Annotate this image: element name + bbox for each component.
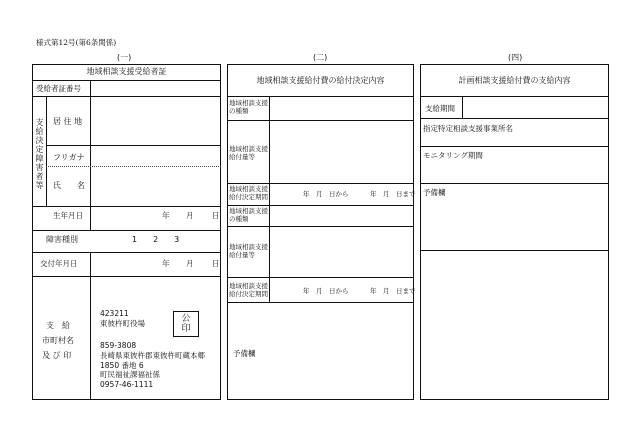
decision-period-from-2: 年 月 日から bbox=[303, 287, 349, 295]
form-number-label: 様式第12号(第6条関係) bbox=[36, 38, 117, 47]
plan-benefit-panel bbox=[420, 64, 609, 400]
decision-period-label-1: 地域相談支援給付決定期間 bbox=[229, 185, 268, 201]
issue-month: 月 bbox=[186, 259, 194, 268]
issue-year: 年 bbox=[162, 259, 170, 268]
issuer-label-3: 及 び 印 bbox=[42, 351, 72, 360]
decision-period-to-1: 年 月 日まで bbox=[370, 190, 416, 198]
cert-number-label: 受給者証番号 bbox=[36, 84, 81, 93]
issuer-department: 町民福祉課福祉係 bbox=[100, 370, 160, 379]
dob-label: 生年月日 bbox=[53, 211, 83, 220]
official-seal-stamp: 公印 bbox=[173, 311, 199, 337]
issuer-address-line1: 長崎県東彼杵郡東彼杵町蔵本郷 bbox=[100, 351, 205, 360]
support-type-label-2: 地域相談支援の種類 bbox=[229, 207, 268, 223]
disability-type-label: 障害種別 bbox=[46, 235, 78, 244]
certificate-title: 地域相談支援受給者証 bbox=[86, 67, 167, 76]
issuer-label-1: 支 給 bbox=[46, 321, 70, 330]
issuer-phone: 0957-46-1111 bbox=[100, 380, 154, 389]
support-type-label-1: 地域相談支援の種類 bbox=[229, 99, 268, 115]
provider-name-label: 指定特定相談支援事業所名 bbox=[423, 124, 513, 133]
monitoring-period-label: モニタリング期間 bbox=[423, 151, 483, 160]
column-heading-1: (一) bbox=[117, 53, 132, 62]
dob-year: 年 bbox=[162, 211, 170, 220]
remarks-label-col2: 予備欄 bbox=[233, 349, 256, 358]
disability-type-options: 1 2 3 bbox=[132, 235, 180, 244]
decision-period-to-2: 年 月 日まで bbox=[370, 287, 416, 295]
issuer-postal-code: 859-3808 bbox=[100, 341, 137, 350]
decision-period-label-2: 地域相談支援給付決定期間 bbox=[229, 282, 268, 298]
issuer-office: 東彼杵町役場 bbox=[100, 319, 145, 328]
plan-benefit-title: 計画相談支援給付費の支給内容 bbox=[458, 76, 571, 85]
benefit-decision-title: 地域相談支援給付費の給付決定内容 bbox=[256, 76, 385, 85]
payment-period-label: 支給期間 bbox=[425, 104, 455, 113]
furigana-label: フリガナ bbox=[53, 153, 85, 162]
decision-period-from-1: 年 月 日から bbox=[303, 190, 349, 198]
issuer-address-line2: 1850 番地 6 bbox=[100, 361, 144, 370]
name-label: 氏 名 bbox=[53, 181, 85, 190]
dob-day: 日 bbox=[212, 211, 220, 220]
column-heading-2: (二) bbox=[313, 53, 328, 62]
issue-date-label: 交付年月日 bbox=[40, 259, 78, 268]
issuer-code: 423211 bbox=[100, 309, 129, 318]
column-heading-3: (四) bbox=[508, 53, 523, 62]
support-amount-label-1: 地域相談支援給付量等 bbox=[229, 145, 268, 161]
issuer-label-2: 市町村名 bbox=[42, 336, 74, 345]
issue-day: 日 bbox=[212, 259, 220, 268]
remarks-label-col3: 予備欄 bbox=[423, 188, 446, 197]
support-amount-label-2: 地域相談支援給付量等 bbox=[229, 243, 268, 259]
address-label: 居 住 地 bbox=[53, 117, 83, 126]
recipient-group-label: 支給決定障害者等 bbox=[35, 118, 44, 190]
dob-month: 月 bbox=[186, 211, 194, 220]
